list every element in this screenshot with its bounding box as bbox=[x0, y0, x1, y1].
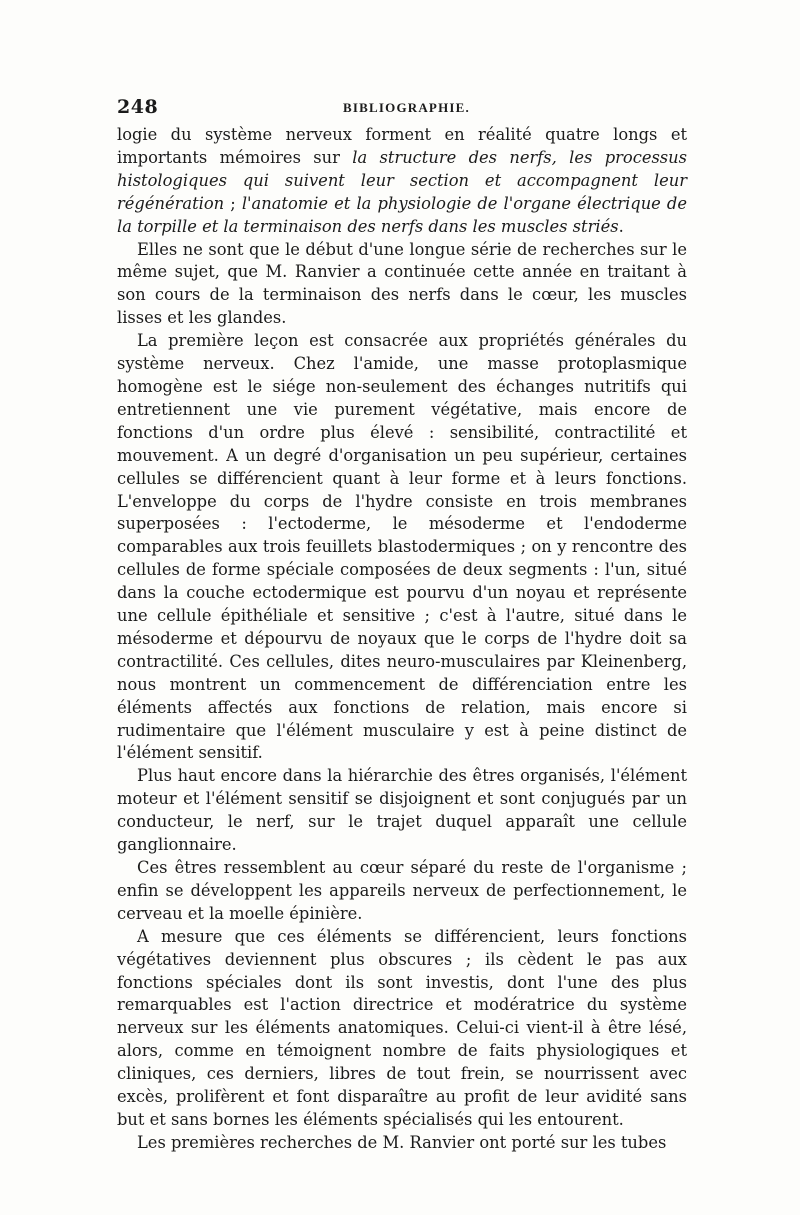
text-run: Plus haut encore dans la hiérarchie des êtres organisés, l'élément moteur et l'élément sensitif se disjoignent et sont conjugués par un conducteur, le nerf, sur le trajet duquel apparaît une cellule ganglionnaire. bbox=[117, 766, 687, 855]
paragraph bbox=[117, 857, 687, 926]
paragraph bbox=[117, 926, 687, 1132]
page-header bbox=[117, 96, 687, 124]
text-run: Elles ne sont que le début d'une longue série de recherches sur le même sujet, que M. Ranvier a continuée cette année en traitant à son cours de la terminaison des nerfs dans le cœur, les muscles lisses et les glandes. bbox=[117, 239, 687, 328]
paragraph bbox=[117, 124, 687, 239]
text-run: La première leçon est consacrée aux propriétés générales du système nerveux. Chez l'amide, une masse protoplasmique homogène est le siége non-seulement des échanges nutritifs qui entretiennent une vie purement végétative, mais encore de fonctions d'un ordre plus élevé : sensibilité, contractilité et mouvement. A un degré d'organisation un peu supérieur, certaines cellules se différencient quant à leur forme et à leurs fonctions. L'enveloppe du corps de l'hydre consiste en trois membranes superposées : l'ectoderme, le mésoderme et l'endoderme comparables aux trois feuillets blastodermiques ; on y rencontre des cellules de forme spéciale composées de deux segments : l'un, situé dans la couche ectodermique est pourvu d'un noyau et représente une cellule épithéliale et sensitive ; c'est à l'autre, situé dans le mésoderme et dépourvu de noyaux que le corps de l'hydre doit sa contractilité. Ces cellules, dites neuro-musculaires par Kleinenberg, nous montrent un commencement de différenciation entre les éléments affectés aux fonctions de relation, mais encore si rudimentaire que l'élément musculaire y est à peine distinct de l'élément sensitif. bbox=[117, 331, 687, 763]
text-run: A mesure que ces éléments se différencient, leurs fonctions végétatives deviennent plus obscures ; ils cèdent le pas aux fonctions spéciales dont ils sont investis, dont l'une des plus remarquables est l'action directrice et modératrice du système nerveux sur les éléments anatomiques. Celui-ci vient-il à être lésé, alors, comme en témoignent nombre de faits physiologiques et cliniques, ces derniers, libres de tout frein, se nourrissent avec excès, prolifèrent et font disparaître au profit de leur avidité sans but et sans bornes les éléments spécialisés qui les entourent. bbox=[117, 926, 687, 1129]
text-run: . bbox=[618, 216, 624, 236]
paragraph bbox=[117, 239, 687, 331]
italic-run: l'anatomie et la physiologie de l'organe électrique de la torpille et la terminaison des nerfs dans les muscles striés bbox=[117, 193, 687, 236]
text-run: Les premières recherches de M. Ranvier ont porté sur les tubes bbox=[137, 1132, 667, 1152]
paragraph bbox=[117, 330, 687, 765]
text-run: ; bbox=[224, 193, 242, 213]
page-number: 248 bbox=[117, 96, 159, 118]
body-text bbox=[117, 124, 687, 1155]
paragraph bbox=[117, 1132, 687, 1155]
running-title: BIBLIOGRAPHIE. bbox=[343, 100, 470, 115]
text-run: Ces êtres ressemblent au cœur séparé du reste de l'organisme ; enfin se développent les appareils nerveux de perfectionnement, le cerveau et la moelle épinière. bbox=[117, 858, 687, 923]
paragraph bbox=[117, 765, 687, 857]
italic-run: la structure des nerfs, les processus histologiques qui suivent leur section et accompagnent leur régénération bbox=[117, 147, 688, 213]
text-run: logie du système nerveux forment en réalité quatre longs et importants mémoires sur bbox=[117, 125, 687, 167]
